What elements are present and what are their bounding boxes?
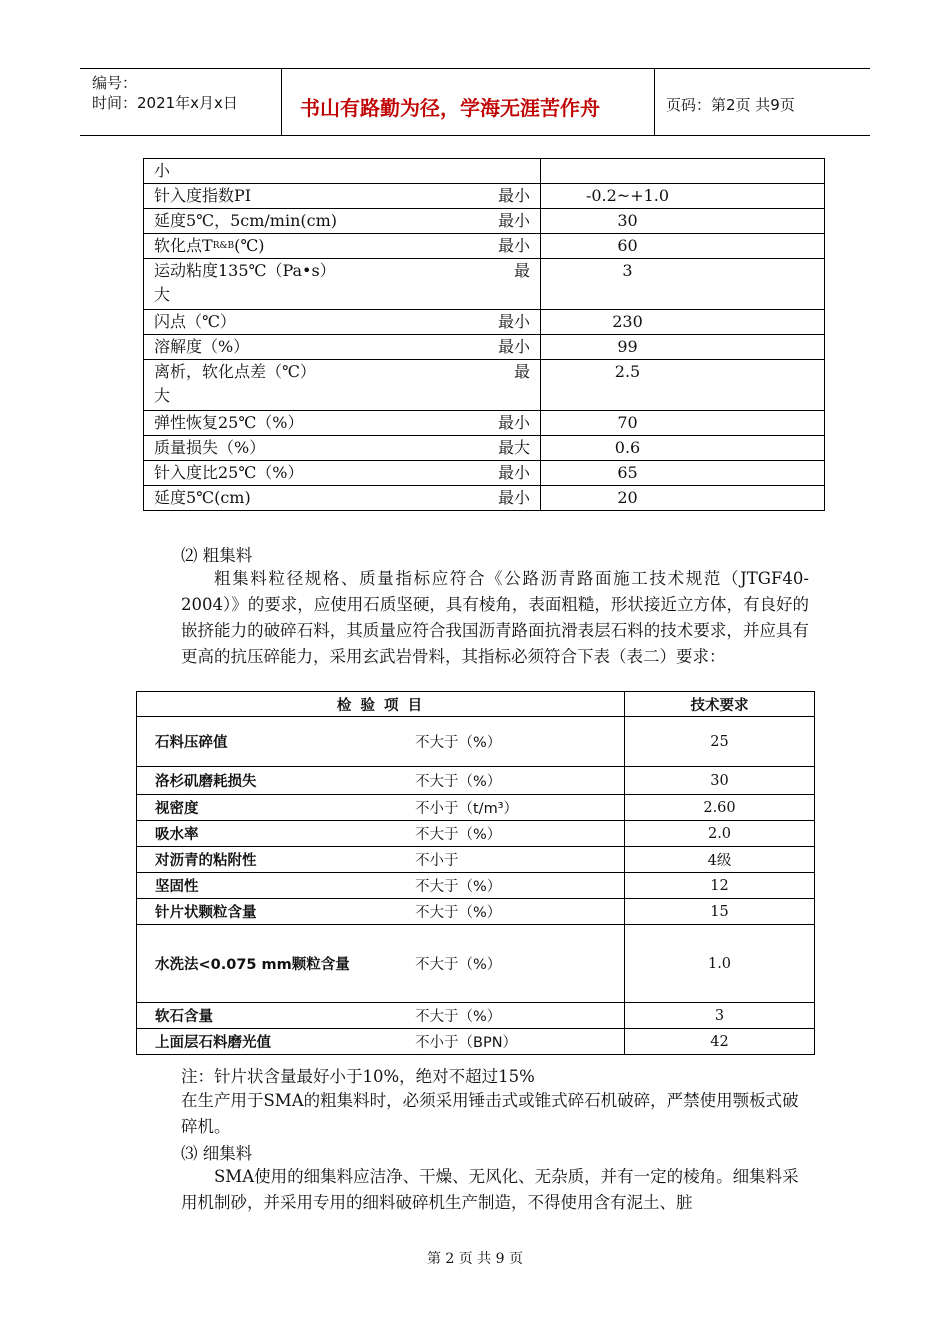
test-item-value: 4级	[625, 847, 815, 873]
test-item-name: 针片状颗粒含量	[155, 905, 257, 921]
spec-name-cell	[144, 310, 541, 335]
test-item-name: 软石含量	[155, 1009, 213, 1025]
table-row	[144, 335, 825, 360]
spec-limit: 最小	[497, 186, 530, 205]
test-item-name: 对沥青的粘附性	[155, 853, 257, 869]
test-item-cell	[137, 899, 625, 925]
spec-value: 60	[541, 234, 825, 259]
header-top-rule	[80, 68, 870, 69]
spec-value: 20	[541, 486, 825, 511]
spec-name: 溶解度（%）	[154, 337, 250, 356]
table-row	[144, 159, 825, 184]
spec-name: 小	[154, 161, 171, 180]
test-item-name: 坚固性	[155, 879, 199, 895]
table-header-item: 检 验 项 目	[137, 692, 625, 717]
header-bottom-rule	[80, 135, 870, 136]
test-item-requirement: 不大于（%）	[415, 905, 502, 921]
spec-limit: 最大	[497, 438, 530, 457]
spec-name-subscript: R&B	[212, 241, 235, 251]
table-row	[137, 847, 815, 873]
spec-name: 离析，软化点差（℃）	[154, 362, 316, 381]
table-row	[137, 873, 815, 899]
test-item-requirement: 不大于（%）	[415, 735, 502, 751]
spec-name: 质量损失（%）	[154, 438, 266, 457]
test-item-name: 石料压碎值	[155, 735, 228, 751]
spec-value: 70	[541, 411, 825, 436]
section-paragraph: 粗集料粒径规格、质量指标应符合《公路沥青路面施工技术规范（JTGF40-2004）》的要求，应使用石质坚硬，具有棱角，表面粗糙，形状接近立方体，有良好的嵌挤能力的破碎石料，其质量应符合我国沥青路面抗滑表层石料的技术要求，并应具有更高的抗压碎能力，采用玄武岩骨料，其指标必须符合下表（表二）要求：	[181, 569, 809, 666]
spec-name: 延度5℃，5cm/min(cm)	[154, 211, 337, 230]
table-row	[144, 259, 825, 310]
table-row	[137, 717, 815, 767]
spec-value: 99	[541, 335, 825, 360]
table-header-row	[137, 692, 815, 717]
table-row	[144, 411, 825, 436]
spec-limit: 最	[513, 362, 530, 381]
table-row	[144, 184, 825, 209]
test-item-name: 吸水率	[155, 827, 199, 843]
test-item-requirement: 不大于（%）	[415, 1009, 502, 1025]
test-item-value: 42	[625, 1029, 815, 1055]
spec-limit	[480, 159, 530, 183]
header-code-label: 编号：	[92, 74, 138, 92]
spec-limit: 最小	[497, 337, 530, 356]
note-text: 注：针片状含量最好小于10%，绝对不超过15%	[181, 1067, 535, 1086]
table-row	[144, 310, 825, 335]
spec-limit: 最小	[497, 312, 530, 331]
spec-name-cell	[144, 486, 541, 511]
table-row	[144, 486, 825, 511]
table-row	[144, 360, 825, 411]
spec-limit: 最	[513, 261, 530, 280]
spec-value: 65	[541, 461, 825, 486]
spec-name-cell	[144, 461, 541, 486]
header-page-label: 页码：第2页 共9页	[666, 96, 795, 114]
spec-limit: 最小	[497, 488, 530, 507]
test-item-value: 12	[625, 873, 815, 899]
test-item-cell	[137, 821, 625, 847]
spec-name: 针入度比25℃（%）	[154, 463, 304, 482]
section-title: ⑵ 粗集料	[181, 546, 253, 565]
spec-name-cell	[144, 234, 541, 259]
test-item-requirement: 不小于	[415, 853, 459, 869]
test-item-value: 2.0	[625, 821, 815, 847]
spec-name: 软化点T	[154, 236, 213, 255]
test-item-cell	[137, 873, 625, 899]
spec-name-cell	[144, 209, 541, 234]
table-row	[137, 1029, 815, 1055]
spec-name-cell	[144, 411, 541, 436]
table-row	[137, 795, 815, 821]
header-divider	[654, 68, 655, 136]
spec-value: 30	[541, 209, 825, 234]
test-item-value: 15	[625, 899, 815, 925]
spec-name: 闪点（℃）	[154, 312, 236, 331]
table-header-requirement: 技术要求	[625, 692, 815, 717]
asphalt-spec-table	[143, 158, 825, 511]
header-motto: 书山有路勤为径，学海无涯苦作舟	[300, 96, 600, 120]
spec-name: 弹性恢复25℃（%）	[154, 413, 304, 432]
test-item-name: 水洗法<0.075 mm颗粒含量	[155, 957, 350, 973]
test-item-value: 1.0	[625, 925, 815, 1003]
test-item-name: 洛杉矶磨耗损失	[155, 774, 257, 790]
header-divider	[281, 68, 282, 136]
spec-limit: 最小	[497, 463, 530, 482]
spec-limit: 最小	[497, 236, 530, 255]
test-item-cell	[137, 717, 625, 767]
spec-limit-wrap: 大	[154, 285, 171, 304]
section-paragraph: SMA使用的细集料应洁净、干燥、无风化、无杂质，并有一定的棱角。细集料采用机制砂，并采用专用的细料破碎机生产制造，不得使用含有泥土、脏	[181, 1167, 799, 1212]
table-row	[137, 821, 815, 847]
test-item-cell	[137, 795, 625, 821]
test-item-requirement: 不大于（%）	[415, 827, 502, 843]
test-item-requirement: 不大于（%）	[415, 957, 502, 973]
test-item-value: 30	[625, 767, 815, 795]
spec-name-cell	[144, 259, 541, 310]
test-item-value: 2.60	[625, 795, 815, 821]
table-row	[144, 436, 825, 461]
spec-value: 0.6	[541, 436, 825, 461]
test-item-value: 3	[625, 1003, 815, 1029]
spec-limit: 最小	[497, 413, 530, 432]
paragraph: 在生产用于SMA的粗集料时，必须采用锤击式或锥式碎石机破碎，严禁使用颚板式破碎机。	[181, 1091, 799, 1136]
test-item-value: 25	[625, 717, 815, 767]
spec-name-cell	[144, 335, 541, 360]
section-title: ⑶ 细集料	[181, 1144, 253, 1163]
header-date-label: 时间：2021年x月x日	[92, 94, 238, 112]
spec-value: 3	[541, 259, 825, 310]
test-item-name: 视密度	[155, 801, 199, 817]
spec-name-tail: (℃)	[234, 236, 265, 255]
spec-name-cell	[144, 184, 541, 209]
test-item-cell	[137, 1029, 625, 1055]
table-row	[137, 925, 815, 1003]
spec-value: 230	[541, 310, 825, 335]
spec-value	[541, 159, 825, 184]
test-item-requirement: 不大于（%）	[415, 879, 502, 895]
spec-name-cell	[144, 436, 541, 461]
test-item-requirement: 不小于（BPN）	[415, 1035, 518, 1051]
spec-name: 运动粘度135℃（Pa•s）	[154, 261, 336, 280]
test-item-cell	[137, 1003, 625, 1029]
spec-value: -0.2~+1.0	[541, 184, 825, 209]
spec-name-cell	[144, 159, 541, 184]
coarse-aggregate-table	[136, 691, 815, 1055]
spec-name: 延度5℃(cm)	[154, 488, 251, 507]
test-item-name: 上面层石料磨光值	[155, 1035, 271, 1051]
spec-value: 2.5	[541, 360, 825, 411]
test-item-requirement: 不大于（%）	[415, 774, 502, 790]
test-item-cell	[137, 767, 625, 795]
table-row	[144, 461, 825, 486]
table-row	[144, 234, 825, 259]
table-row	[137, 899, 815, 925]
test-item-cell	[137, 925, 625, 1003]
test-item-requirement: 不小于（t/m³）	[415, 801, 519, 817]
page-footer: 第 2 页 共 9 页	[426, 1251, 524, 1267]
test-item-cell	[137, 847, 625, 873]
spec-name-cell	[144, 360, 541, 411]
table-row	[137, 1003, 815, 1029]
spec-limit-wrap: 大	[154, 386, 171, 405]
spec-limit: 最小	[497, 211, 530, 230]
table-row	[137, 767, 815, 795]
spec-name: 针入度指数PI	[154, 186, 252, 205]
table-row	[144, 209, 825, 234]
